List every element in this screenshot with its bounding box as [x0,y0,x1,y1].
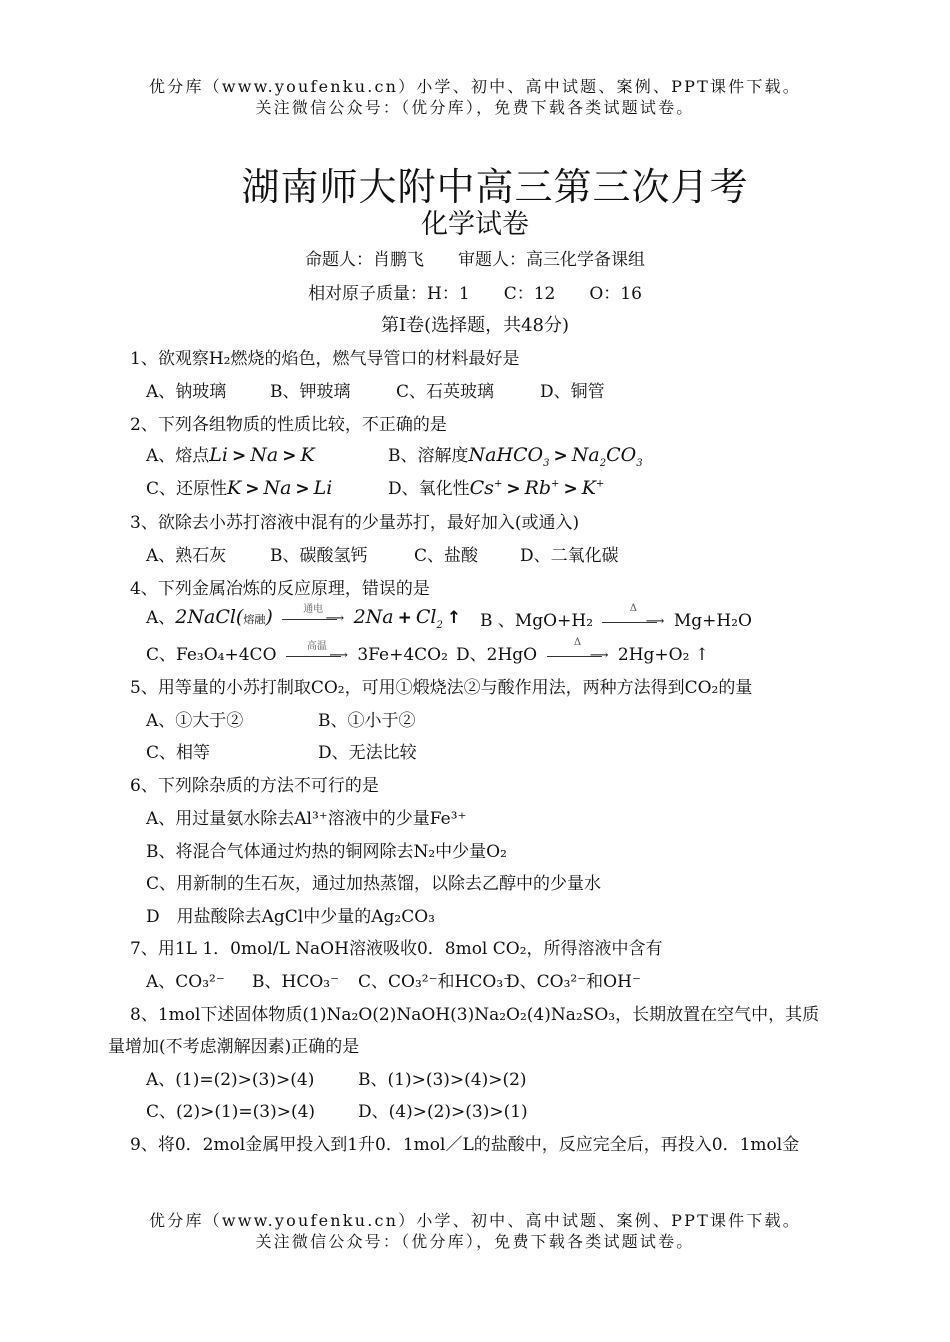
q4-b-arrow-label: Δ [629,602,638,614]
q4-a-lhs: 2NaCl(熔融) [175,606,273,628]
q5-stem: 5、用等量的小苏打制取CO₂，可用①煅烧法②与酸作用法，两种方法得到CO₂的量 [130,678,753,698]
q4-d-rhs: 2Hg+O₂ ↑ [617,645,710,665]
exam-authors: 命题人：肖鹏飞 审题人：高三化学备课组 [305,250,645,270]
section-heading: 第Ⅰ卷(选择题，共48分) [380,315,570,336]
q4-option-a [146,603,465,631]
q3-stem: 3、欲除去小苏打溶液中混有的少量苏打，最好加入(或通入) [130,513,580,533]
q3-option-c: C、盐酸 [414,546,479,566]
q7-option-d: D、CO₃²⁻和OH⁻ [506,972,641,992]
q4-option-c [146,640,448,665]
q3-option-d: D、二氧化碳 [520,546,619,566]
q8-option-d: D、(4)>(2)>(3)>(1) [358,1102,528,1122]
atomic-mass: 相对原子质量：H：1 C：12 O：16 [308,284,642,304]
q4-d-arrow: Δ ⟶ [547,649,609,663]
q8-stem-line-2: 量增加(不考虑潮解因素)正确的是 [108,1037,360,1057]
q2-d-formula: Cs+ > Rb+ > K+ [469,477,605,499]
header-line-2: 关注微信公众号：（优分库），免费下载各类试题试卷。 [255,98,695,117]
q8-option-c: C、(2)>(1)=(3)>(4) [146,1102,316,1122]
q3-option-a: A、熟石灰 [146,546,227,566]
q4-option-d [456,636,710,665]
q1-option-a: A、钠玻璃 [146,382,227,402]
q2-c-prefix: C、还原性 [146,479,228,499]
q4-d-arrow-label: Δ [573,636,582,648]
q4-a-arrow-label: 通电 [303,603,324,615]
q7-option-b: B、HCO₃⁻ [252,972,340,992]
q4-c-arrow-label: 高温 [306,640,327,652]
q2-option-a [146,441,315,466]
q2-stem: 2、下列各组物质的性质比较，不正确的是 [130,415,447,435]
q4-c-rhs: 3Fe+4CO₂ [357,645,448,665]
q2-a-prefix: A、熔点 [146,446,210,466]
q6-option-a: A、用过量氨水除去Al³⁺溶液中的少量Fe³⁺ [146,809,467,829]
q5-option-d: D、无法比较 [318,743,417,763]
q7-option-a: A、CO₃²⁻ [146,972,225,992]
q2-option-d [388,474,604,499]
q8-stem-line-1: 8、1mol下述固体物质(1)Na₂O(2)NaOH(3)Na₂O₂(4)Na₂SO₃，长期放置在空气中，其质 [130,1005,820,1025]
q1-stem: 1、欲观察H₂燃烧的焰色，燃气导管口的材料最好是 [130,349,520,369]
q7-option-c: C、CO₃²⁻和HCO₃⁻ [358,972,513,992]
q5-option-a: A、①大于② [146,711,244,731]
q5-option-b: B、①小于② [318,711,416,731]
q4-stem: 4、下列金属冶炼的反应原理，错误的是 [130,579,430,599]
q4-a-arrow: 通电 ⟶ [282,612,344,626]
q9-stem: 9、将0．2mol金属甲投入到1升0．1mol／L的盐酸中，反应完全后，再投入0．1mol金 [130,1135,800,1155]
q4-c-lhs: C、Fe₃O₄+4CO [146,645,277,665]
header-banner [0,76,950,118]
q6-option-c: C、用新制的生石灰，通过加热蒸馏，以除去乙醇中的少量水 [146,874,602,894]
q1-option-b: B、钾玻璃 [270,382,351,402]
q2-b-prefix: B、溶解度 [388,446,469,466]
q3-option-b: B、碳酸氢钙 [270,546,368,566]
q4-a-condition: 熔融 [243,613,266,626]
q4-b-lhs: B 、MgO+H₂ [480,611,594,631]
q2-a-formula: Li > Na > K [209,444,315,466]
q4-a-prefix: A、 [146,608,176,628]
q7-stem: 7、用1L 1．0mol/L NaOH溶液吸收0．8mol CO₂，所得溶液中含有 [130,939,663,959]
q2-b-formula: NaHCO$_3$ > $Na_2CO_3$ [468,444,643,469]
q4-option-b [480,602,752,631]
q4-b-rhs: Mg+H₂O [673,611,752,631]
exam-title: 湖南师大附中高三第三次月考 [241,165,749,209]
q4-a-rhs: $2Na + Cl_2$ ↑ [353,606,462,631]
q2-d-prefix: D、氧化性 [388,479,470,499]
q2-option-c [146,474,332,499]
q6-stem: 6、下列除杂质的方法不可行的是 [130,776,379,796]
q8-option-b: B、(1)>(3)>(4)>(2) [358,1070,527,1090]
header-line-1: 优分库（www.youfenku.cn）小学、初中、高中试题、案例、PPT课件下载。 [149,77,801,96]
q4-c-arrow: 高温 ⟶ [286,649,348,663]
footer-banner [0,1210,950,1252]
q1-option-d: D、铜管 [540,382,605,402]
footer-line-1: 优分库（www.youfenku.cn）小学、初中、高中试题、案例、PPT课件下载。 [149,1211,801,1230]
q6-option-d: D 用盐酸除去AgCl中少量的Ag₂CO₃ [146,907,435,927]
q8-option-a: A、(1)=(2)>(3)>(4) [146,1070,315,1090]
q6-option-b: B、将混合气体通过灼热的铜网除去N₂中少量O₂ [146,842,507,862]
q4-b-arrow: Δ ⟶ [602,615,664,629]
q4-d-lhs: D、2HgO [456,645,538,665]
q5-option-c: C、相等 [146,743,211,763]
footer-line-2: 关注微信公众号：（优分库），免费下载各类试题试卷。 [255,1232,695,1251]
q2-option-b [388,441,643,469]
exam-subtitle: 化学试卷 [421,209,529,240]
q2-c-formula: K > Na > Li [227,477,333,499]
q1-option-c: C、石英玻璃 [396,382,495,402]
